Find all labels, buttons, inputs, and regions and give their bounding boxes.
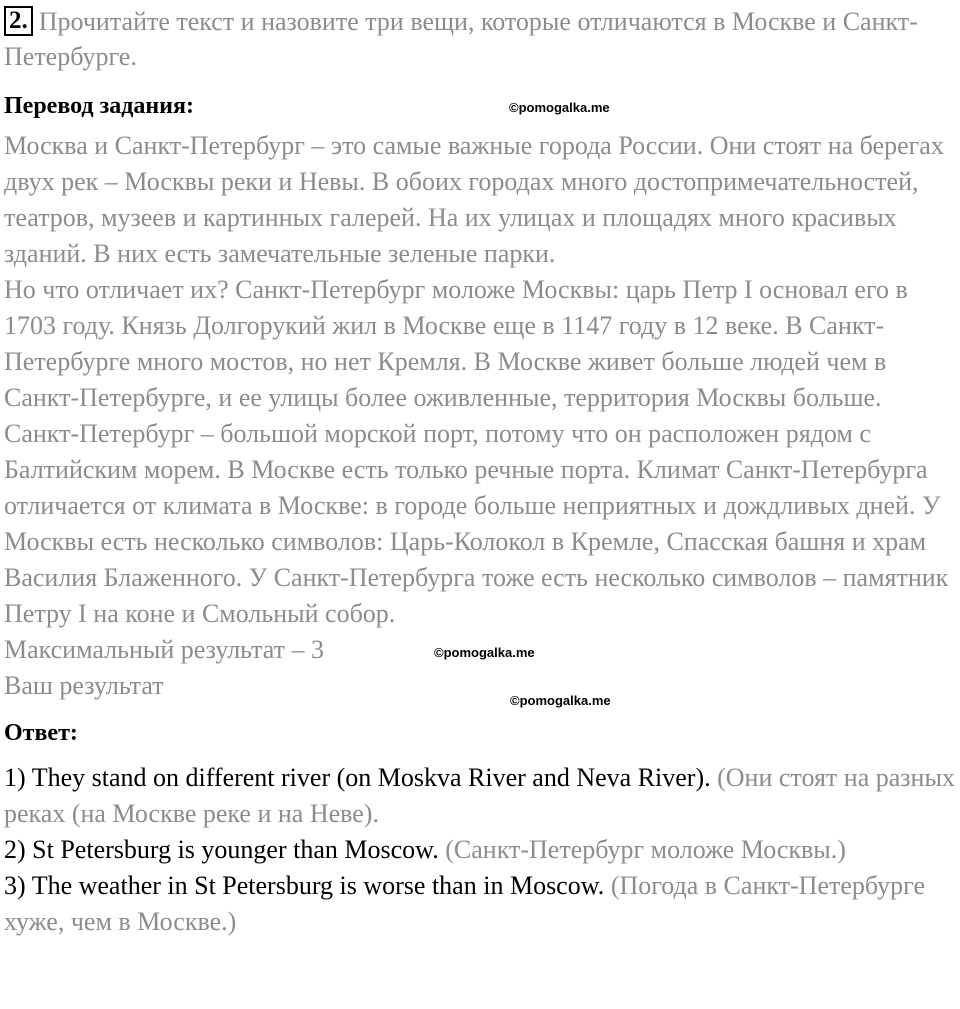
max-result-text: Максимальный результат – 3 — [4, 635, 324, 664]
watermark-text: ©pomogalka.me — [510, 693, 611, 708]
max-result — [4, 632, 958, 668]
answer-english: 3) The weather in St Petersburg is worse than in Moscow. — [4, 871, 605, 900]
answer-russian: (Погода в Санкт-Петербурге хуже, чем в Москве.) — [4, 871, 925, 936]
translation-heading-text: Перевод задания: — [4, 93, 194, 119]
document-page — [4, 0, 958, 940]
paragraph: Но что отличает их? Санкт-Петербург моложе Москвы: царь Петр I основал его в 1703 году. Князь Долгорукий жил в Москве еще в 1147 году в 12 веке. В Санкт-Петербурге много мостов, но нет Кремля. В Москве живет больше людей чем в Санкт-Петербурге, и ее улицы более оживленные, территория Москвы больше. Санкт-Петербург – большой морской порт, потому что он расположен рядом с Балтийским морем. В Москве есть только речные порта. Климат Санкт-Петербурга отличается от климата в Москве: в городе больше неприятных и дождливых дней. У Москвы есть несколько символов: Царь-Колокол в Кремле, Спасская башня и храм Василия Блаженного. У Санкт-Петербурга тоже есть несколько символов – памятник Петру I на коне и Смольный собор. — [4, 275, 949, 628]
translation-heading — [4, 89, 958, 123]
task-instruction-text: Прочитайте текст и назовите три вещи, которые отличаются в Москве и Санкт-Петербурге. — [4, 7, 918, 71]
answer-item — [4, 760, 958, 832]
answer-english: 1) They stand on different river (on Moskva River and Neva River). — [4, 763, 711, 792]
paragraph: Москва и Санкт-Петербург – это самые важные города России. Они стоят на берегах двух рек – Москвы реки и Невы. В обоих городах много достопримечательностей, театров, музеев и картинных галерей. На их улицах и площадях много красивых зданий. В них есть замечательные зеленые парки. — [4, 131, 944, 268]
answer-russian: (Они стоят на разных реках (на Москве реке и на Неве). — [4, 763, 955, 828]
answer-list — [4, 760, 958, 940]
answer-heading: Ответ: — [4, 720, 78, 746]
text-body — [4, 128, 958, 632]
task-instruction — [4, 4, 958, 74]
watermark-text: ©pomogalka.me — [509, 100, 610, 115]
answer-item — [4, 868, 958, 940]
answer-english: 2) St Petersburg is younger than Moscow. — [4, 835, 439, 864]
task-number: 2. — [4, 6, 33, 36]
watermark-text: ©pomogalka.me — [434, 645, 535, 660]
answer-item — [4, 832, 958, 868]
your-result — [4, 668, 958, 708]
answer-russian: (Санкт-Петербург моложе Москвы.) — [445, 835, 846, 864]
your-result-text: Ваш результат — [4, 671, 164, 700]
